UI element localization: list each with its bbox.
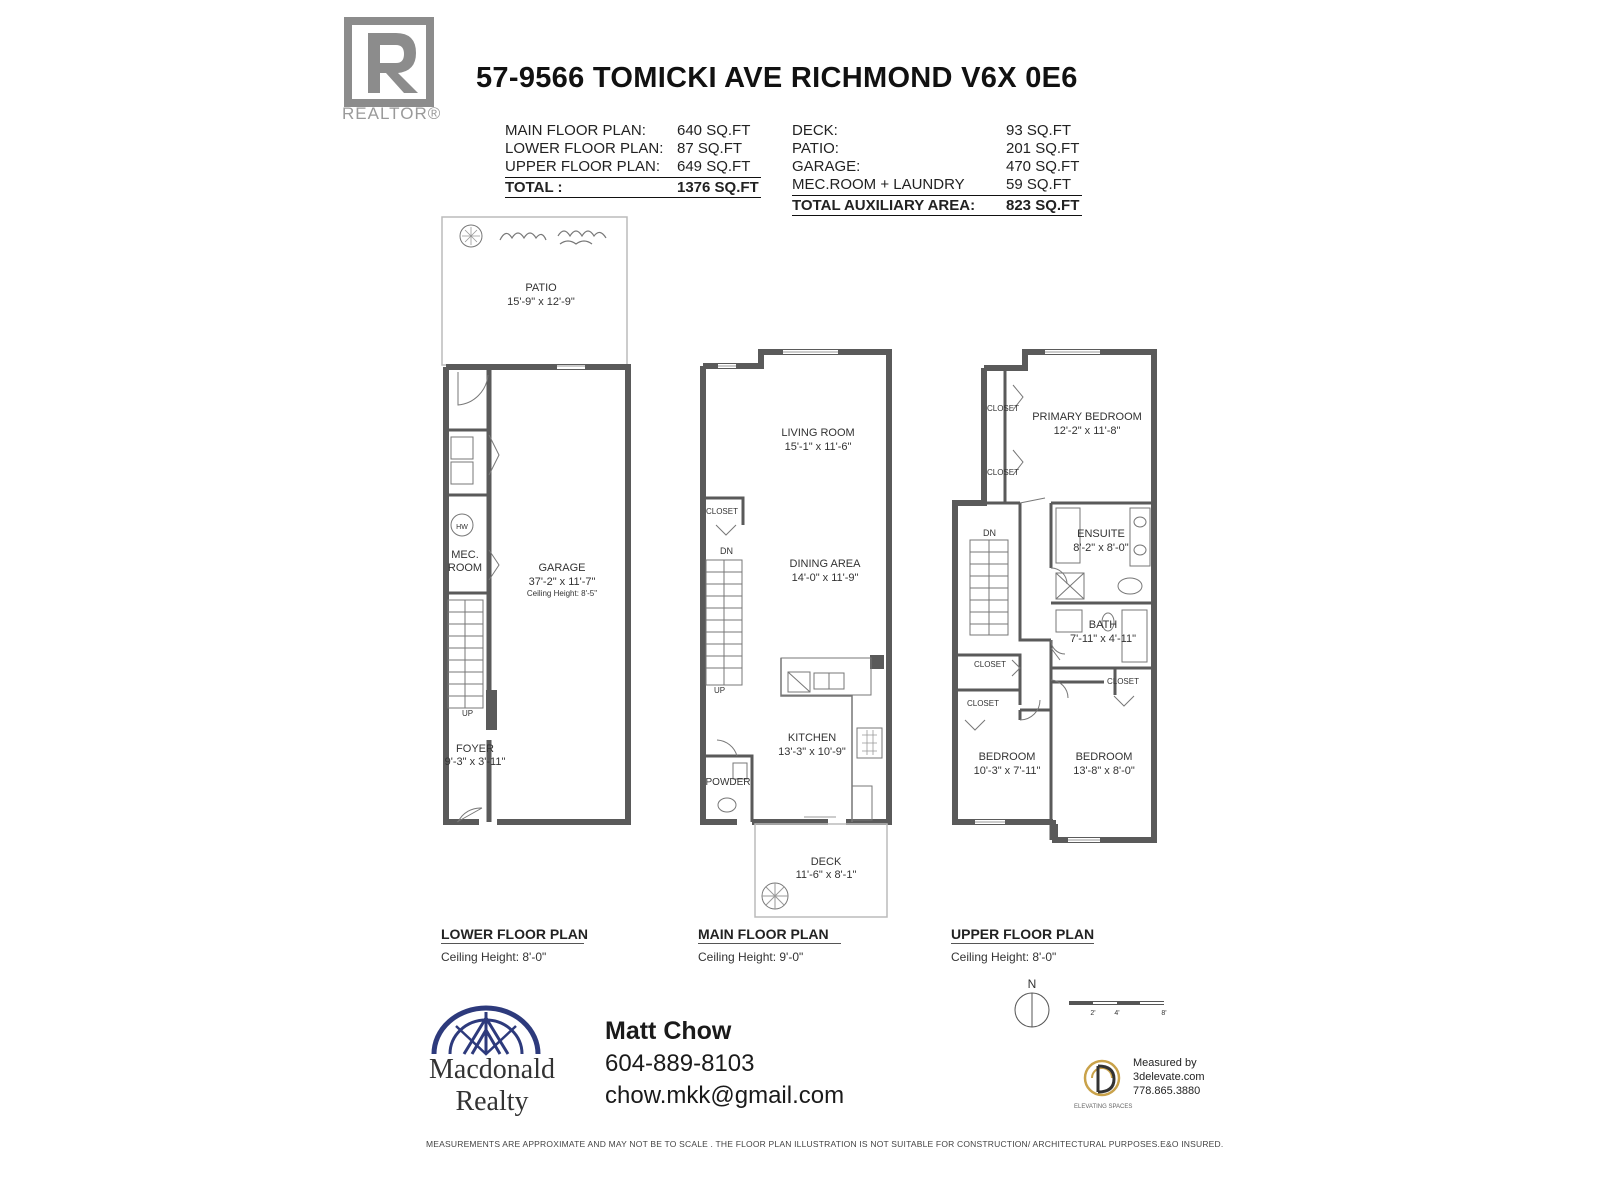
- stairs-dn-label: DN: [983, 528, 996, 538]
- room-label-powder: POWDER: [705, 777, 751, 788]
- room-label-kitchen: KITCHEN: [787, 732, 837, 744]
- room-dim-dining: 14'-0" x 11'-9": [791, 572, 859, 584]
- lower-stairs: [448, 600, 483, 708]
- room-label-primary: PRIMARY BEDROOM: [1032, 411, 1142, 423]
- agent-name: Matt Chow: [605, 1017, 732, 1045]
- upper-ceiling: Ceiling Height: 8'-0": [951, 950, 1057, 964]
- measured-by: [1133, 1056, 1205, 1098]
- toilet-icon: [718, 798, 736, 812]
- aux-value: 201 SQ.FT: [1006, 140, 1080, 157]
- upper-plan-label: UPPER FLOOR PLAN: [951, 926, 1095, 942]
- aux-value: 59 SQ.FT: [1006, 176, 1072, 193]
- aux-label: DECK:: [792, 122, 838, 139]
- aux-total-value: 823 SQ.FT: [1006, 197, 1080, 214]
- 3delevate-tagline: ELEVATING SPACES: [1074, 1104, 1133, 1110]
- room-dim-deck: 11'-6" x 8'-1": [795, 869, 857, 881]
- total-value: 1376 SQ.FT: [677, 179, 759, 196]
- compass-north: N: [1027, 977, 1037, 991]
- closet-label: CLOSET: [986, 404, 1020, 413]
- room-dim-patio: 15'-9" x 12'-9": [507, 296, 575, 308]
- area-value: 87 SQ.FT: [677, 140, 743, 157]
- main-stairs: [706, 560, 742, 685]
- 3delevate-logo: [1078, 1056, 1128, 1106]
- total-label: TOTAL :: [505, 179, 563, 196]
- main-room-labels: [706, 427, 862, 881]
- door-swing: [458, 372, 488, 405]
- lower-room-labels: [445, 282, 598, 768]
- plan-underline: [698, 943, 841, 944]
- area-label: UPPER FLOOR PLAN:: [505, 158, 661, 175]
- fridge-icon: [852, 786, 872, 820]
- room-label-patio: PATIO: [525, 282, 557, 294]
- aux-total-label: TOTAL AUXILIARY AREA:: [792, 197, 976, 214]
- closet-label: CLOSET: [973, 660, 1007, 669]
- closet-label: CLOSET: [705, 507, 739, 516]
- main-ceiling: Ceiling Height: 9'-0": [698, 950, 804, 964]
- toilet-icon: [1118, 578, 1142, 594]
- room-dim-bath: 7'-11" x 4'-11": [1069, 633, 1137, 645]
- agent-email[interactable]: chow.mkk@gmail.com: [605, 1082, 845, 1109]
- room-label-dining: DINING AREA: [789, 558, 861, 570]
- room-dim-bedroom-2: 13'-8" x 8'-0": [1073, 765, 1135, 777]
- aux-label: PATIO:: [792, 140, 839, 157]
- measured-line-2[interactable]: 3delevate.com: [1133, 1071, 1205, 1083]
- macdonald-realty-wordmark: [412, 1054, 572, 1118]
- closet-label: CLOSET: [986, 468, 1020, 477]
- area-value: 640 SQ.FT: [677, 122, 751, 139]
- room-label-foyer: FOYER: [456, 743, 494, 755]
- room-label-bedroom-1: BEDROOM: [978, 751, 1036, 763]
- washer-icon: [451, 437, 473, 459]
- measured-line-1: Measured by: [1133, 1057, 1197, 1069]
- lower-ceiling: Ceiling Height: 8'-0": [441, 950, 547, 964]
- main-plan-label: MAIN FLOOR PLAN: [698, 926, 829, 942]
- room-label-deck: DECK: [810, 856, 842, 868]
- plan-underline: [951, 943, 1094, 944]
- room-label-mec-2: ROOM: [447, 562, 483, 574]
- room-dim-kitchen: 13'-3" x 10'-9": [778, 746, 846, 758]
- measured-line-3: 778.865.3880: [1133, 1085, 1201, 1097]
- room-dim-garage: 37'-2" x 11'-7": [528, 576, 596, 588]
- room-dim-bedroom-1: 10'-3" x 7'-11": [973, 765, 1041, 777]
- area-value: 649 SQ.FT: [677, 158, 751, 175]
- disclaimer: MEASUREMENTS ARE APPROXIMATE AND MAY NOT BE TO SCALE . THE FLOOR PLAN ILLUSTRATION IS NOT SUITABLE FOR CONSTRUCTION/ ARCHITECTURAL PURPOSES.E&O INSURED.: [426, 1139, 1224, 1149]
- compass-icon: [1015, 977, 1049, 1027]
- lower-plan-label: LOWER FLOOR PLAN: [441, 926, 588, 942]
- stairs-up-label: UP: [462, 709, 474, 718]
- plan-underline: [441, 943, 584, 944]
- area-label: LOWER FLOOR PLAN:: [505, 140, 664, 157]
- page-title: 57-9566 TOMICKI AVE RICHMOND V6X 0E6: [476, 62, 1078, 94]
- room-label-ensuite: ENSUITE: [1077, 528, 1125, 540]
- room-label-bedroom-2: BEDROOM: [1075, 751, 1133, 763]
- scale-bar: [1069, 1003, 1167, 1017]
- scale-tick: 2': [1090, 1010, 1096, 1017]
- aux-label: GARAGE:: [792, 158, 861, 175]
- room-label-garage: GARAGE: [538, 562, 586, 574]
- stairs-up-label: UP: [714, 686, 726, 695]
- closet-label: CLOSET: [966, 699, 1000, 708]
- room-dim-primary: 12'-2" x 11'-8": [1053, 425, 1121, 437]
- room-dim-living: 15'-1" x 11'-6": [784, 441, 852, 453]
- scale-tick: 4': [1114, 1010, 1120, 1017]
- room-label-mec: MEC.: [451, 549, 479, 561]
- room-dim-foyer: 9'-3" x 3'-11": [444, 756, 506, 768]
- sink-icon: [1056, 610, 1082, 632]
- stairs-dn-label: DN: [720, 546, 733, 556]
- shrub-icon: [558, 231, 606, 244]
- upper-room-labels: [967, 404, 1142, 777]
- agent-phone[interactable]: 604-889-8103: [605, 1050, 755, 1077]
- aux-label: MEC.ROOM + LAUNDRY: [792, 176, 965, 193]
- room-label-bath: BATH: [1088, 619, 1118, 631]
- room-dim-ensuite: 8'-2" x 8'-0": [1073, 542, 1129, 554]
- brand-line-2: Realty: [455, 1086, 529, 1117]
- brand-line-1: Macdonald: [429, 1054, 555, 1085]
- aux-value: 93 SQ.FT: [1006, 122, 1072, 139]
- aux-value: 470 SQ.FT: [1006, 158, 1080, 175]
- macdonald-realty-logo: [428, 1004, 544, 1056]
- room-label-living: LIVING ROOM: [781, 427, 855, 439]
- dryer-icon: [451, 462, 473, 484]
- hw-label: HW: [456, 524, 468, 531]
- garage-ceiling: Ceiling Height: 8'-5": [526, 589, 598, 598]
- realtor-label: REALTOR®: [342, 104, 442, 123]
- scale-tick: 8': [1161, 1010, 1167, 1017]
- shrub-icon: [500, 233, 546, 240]
- area-label: MAIN FLOOR PLAN:: [505, 122, 646, 139]
- upper-stairs: [970, 540, 1008, 635]
- closet-label: CLOSET: [1106, 677, 1140, 686]
